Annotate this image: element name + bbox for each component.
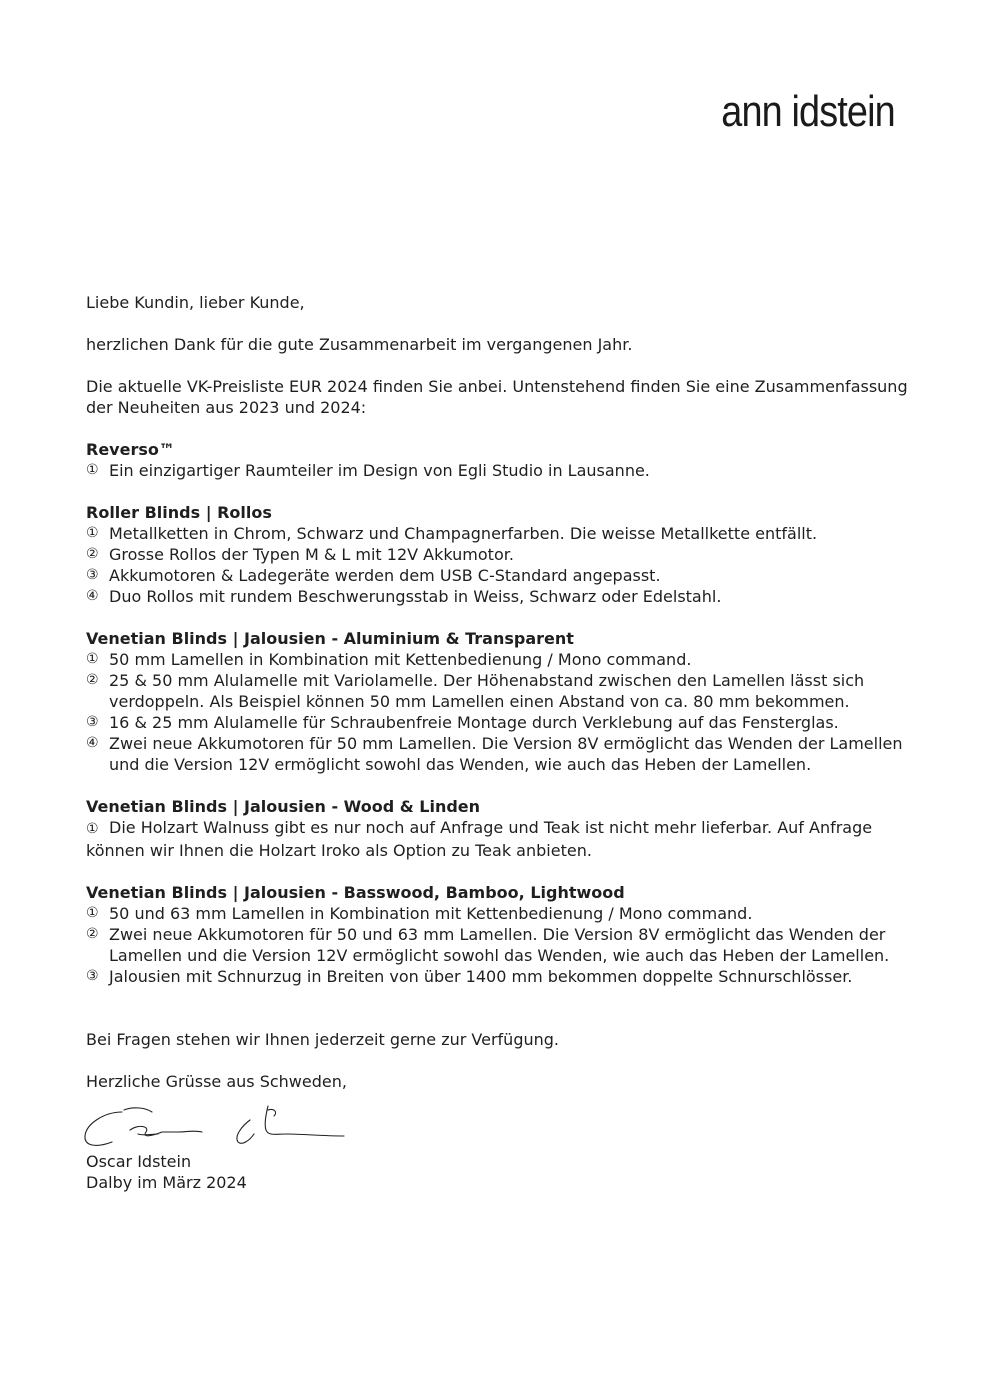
section-title-rollos: Roller Blinds | Rollos [86,503,272,522]
item-number: ② [86,546,99,562]
item-text: 50 mm Lamellen in Kombination mit Kettenbedienung / Mono command. [109,650,692,669]
item-text: 25 & 50 mm Alulamelle mit Variolamelle. Der Höhenabstand zwischen den Lamellen lässt sich verdoppeln. Als Beispiel können 50 mm Lamellen einen Abstand von ca. 80 mm bekommen. [109,671,865,711]
place-date: Dalby im März 2024 [86,1173,247,1192]
signer-name: Oscar Idstein [86,1152,192,1171]
list-item [86,733,911,775]
list-item [86,712,911,733]
list-item [86,817,911,861]
item-number: ③ [86,968,99,984]
item-number: ① [86,821,99,837]
section-title-wood: Venetian Blinds | Jalousien - Wood & Linden [86,797,481,816]
closing-line: Herzliche Grüsse aus Schweden, [86,1072,347,1091]
item-number: ① [86,525,99,541]
item-number: ① [86,462,99,478]
item-text: Grosse Rollos der Typen M & L mit 12V Akkumotor. [109,545,514,564]
list-item [86,523,911,544]
list-item [86,649,911,670]
list-item [86,670,911,712]
thanks-paragraph: herzlichen Dank für die gute Zusammenarbeit im vergangenen Jahr. [86,335,633,354]
item-number: ④ [86,735,99,751]
list-reverso [86,460,911,481]
item-text: Die Holzart Walnuss gibt es nur noch auf Anfrage und Teak ist nicht mehr lieferbar. Auf Anfrage können wir Ihnen die Holzart Iroko als Option zu Teak anbieten. [86,818,873,860]
list-item [86,924,911,966]
item-text: Duo Rollos mit rundem Beschwerungsstab in Weiss, Schwarz oder Edelstahl. [109,587,722,606]
item-text: Jalousien mit Schnurzug in Breiten von über 1400 mm bekommen doppelte Schnurschlösser. [109,967,853,986]
item-number: ③ [86,567,99,583]
list-wood [86,817,911,861]
list-item [86,966,911,987]
greeting: Liebe Kundin, lieber Kunde, [86,293,305,312]
item-number: ① [86,651,99,667]
list-aluminium [86,649,911,775]
list-item [86,460,911,481]
list-item [86,586,911,607]
item-number: ① [86,905,99,921]
item-text: Zwei neue Akkumotoren für 50 mm Lamellen. Die Version 8V ermöglicht das Wenden der Lamellen und die Version 12V ermöglicht sowohl das Wenden, wie auch das Heben der Lamellen. [109,734,903,774]
letter-body [86,292,911,1113]
item-number: ② [86,672,99,688]
signer-block [86,1151,247,1193]
list-item [86,565,911,586]
item-text: Akkumotoren & Ladegeräte werden dem USB C-Standard angepasst. [109,566,661,585]
brand-logo: ann idstein [721,87,895,136]
section-title-basswood: Venetian Blinds | Jalousien - Basswood, Bamboo, Lightwood [86,883,625,902]
handwritten-signature [82,1100,352,1156]
list-rollos [86,523,911,607]
item-number: ③ [86,714,99,730]
list-item [86,903,911,924]
item-text: Metallketten in Chrom, Schwarz und Champagnerfarben. Die weisse Metallkette entfällt. [109,524,818,543]
item-text: 16 & 25 mm Alulamelle für Schraubenfreie Montage durch Verklebung auf das Fensterglas. [109,713,839,732]
item-number: ② [86,926,99,942]
list-basswood [86,903,911,987]
questions-paragraph: Bei Fragen stehen wir Ihnen jederzeit gerne zur Verfügung. [86,1030,559,1049]
intro-paragraph: Die aktuelle VK-Preisliste EUR 2024 finden Sie anbei. Untenstehend finden Sie eine Zusammenfassung der Neuheiten aus 2023 und 2024: [86,377,908,417]
item-text: Ein einzigartiger Raumteiler im Design von Egli Studio in Lausanne. [109,461,650,480]
item-text: 50 und 63 mm Lamellen in Kombination mit Kettenbedienung / Mono command. [109,904,753,923]
section-title-reverso: Reverso™ [86,440,175,459]
list-item [86,544,911,565]
section-title-aluminium: Venetian Blinds | Jalousien - Aluminium & Transparent [86,629,574,648]
item-number: ④ [86,588,99,604]
item-text: Zwei neue Akkumotoren für 50 und 63 mm Lamellen. Die Version 8V ermöglicht das Wenden der Lamellen und die Version 12V ermöglicht sowohl das Wenden, wie auch das Heben der Lamellen. [109,925,890,965]
